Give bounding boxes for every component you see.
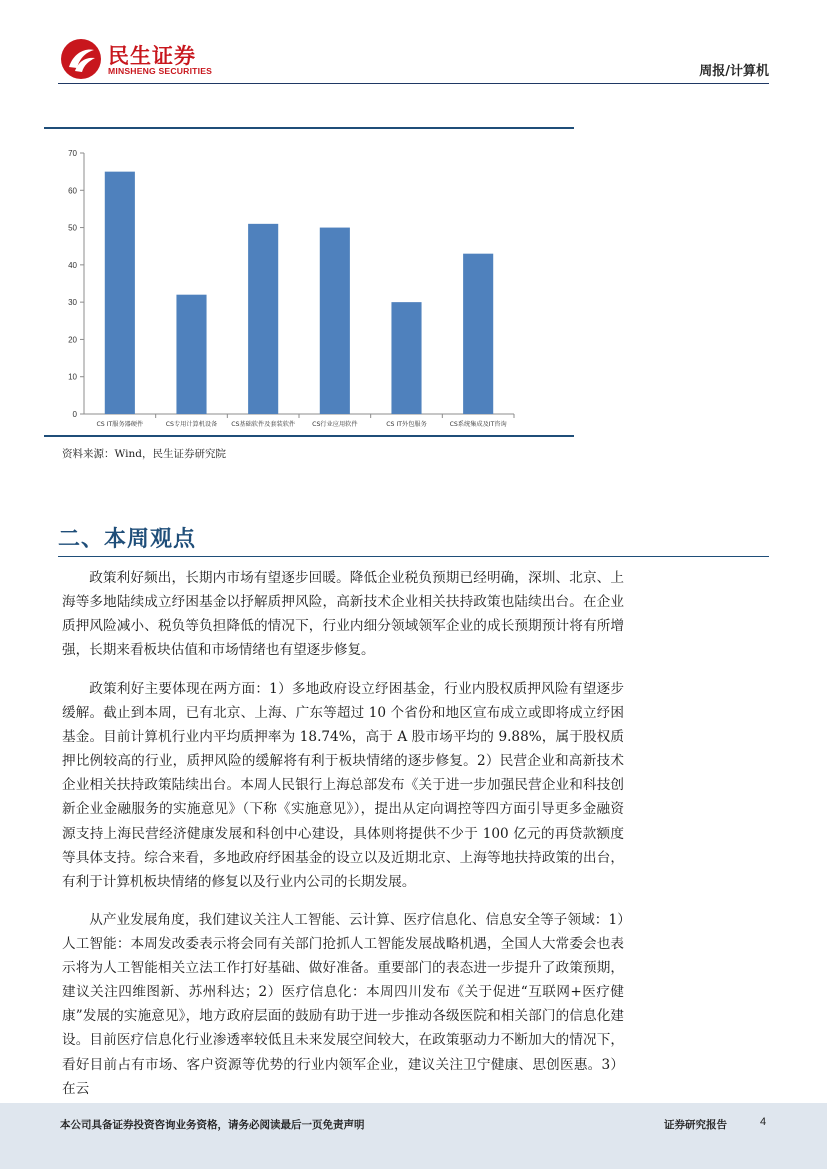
paragraph-3: 从产业发展角度，我们建议关注人工智能、云计算、医疗信息化、信息安全等子领域：1）人工智能：本周发改委表示将会同有关部门抢抓人工智能发展战略机遇，全国人大常委会也表示将为人工智能相关立法工作打好基础、做好准备。重要部门的表态进一步提升了政策预期，建议关注四维图新、苏州科达；2）医疗信息化：本周四川发布《关于促进“互联网+医疗健康”发展的实施意见》，地方政府层面的鼓励有助于进一步推动各级医院和相关部门的信息化建设。目前医疗信息化行业渗透率较低且未来发展空间较大，在政策驱动力不断加大的情况下，看好目前占有市场、客户资源等优势的行业内领军企业，建议关注卫宁健康、思创医惠。3）在云 (62, 912, 624, 1097)
y-tick-label: 70 (68, 149, 77, 158)
x-tick-label: CS系统集成及IT咨询 (449, 421, 507, 428)
paragraph-2: 政策利好主要体现在两方面：1）多地政府设立纾困基金，行业内股权质押风险有望逐步缓解。截止到本周，已有北京、上海、广东等超过 10 个省份和地区宣布成立或即将成立纾困基金。目前计算机行业内平均质押率为 18.74%，高于 A 股市场平均的 9.88%，属于股权质押比例较高的行业，质押风险的缓解将有利于板块情绪的逐步修复。2）民营企业和高新技术企业相关扶持政策陆续出台。本周人民银行上海总部发布《关于进一步加强民营企业和科技创新企业金融服务的实施意见》（下称《实施意见》），提出从定向调控等四方面引导更多金融资源支持上海民营经济健康发展和科创中心建设，具体则将提供不少于 100 亿元的再贷款额度等具体支持。综合来看，多地政府纾困基金的设立以及近期北京、上海等地扶持政策的出台，有利于计算机板块情绪的修复以及行业内公司的长期发展。 (62, 681, 624, 890)
x-tick-label: CS行业应用软件 (312, 421, 358, 428)
y-tick-label: 30 (68, 298, 77, 308)
logo-english-name: MINSHENG SECURITIES (108, 66, 213, 76)
report-category: 周报/计算机 (699, 64, 769, 79)
minsheng-logo-icon (60, 38, 102, 80)
footer-report-type: 证券研究报告 (664, 1119, 727, 1131)
bar (320, 228, 350, 414)
y-tick-label: 10 (68, 372, 77, 382)
bar-chart (44, 140, 574, 432)
x-tick-label: CS IT服务器硬件 (96, 421, 144, 428)
y-tick-label: 20 (68, 335, 77, 345)
bar (463, 254, 493, 414)
bar (391, 302, 421, 414)
x-tick-label: CS基础软件及套装软件 (231, 421, 296, 428)
y-tick-label: 40 (68, 260, 77, 270)
bar (105, 172, 135, 414)
footer-disclaimer: 本公司具备证券投资咨询业务资格，请务必阅读最后一页免责声明 (60, 1119, 365, 1131)
y-tick-label: 50 (68, 223, 77, 233)
section-divider (58, 556, 769, 557)
company-logo (60, 38, 213, 80)
y-tick-label: 0 (72, 410, 77, 419)
chart-bottom-border (44, 435, 574, 437)
chart-source-note: 资料来源：Wind，民生证券研究院 (62, 448, 226, 460)
paragraph-1: 政策利好频出，长期内市场有望逐步回暖。降低企业税负预期已经明确，深圳、北京、上海等多地陆续成立纾困基金以抒解质押风险，高新技术企业相关扶持政策也陆续出台。在企业质押风险减小、税负等负担降低的情况下，行业内细分领域领军企业的成长预期预计将有所增强，长期来看板块估值和市场情绪也有望逐步修复。 (62, 570, 624, 659)
bar (248, 224, 278, 414)
page-footer (0, 1103, 827, 1169)
y-tick-label: 60 (68, 186, 77, 196)
section-title: 二、本周观点 (58, 527, 197, 552)
header-divider (58, 83, 769, 84)
x-tick-label: CS IT外包服务 (386, 421, 427, 428)
logo-chinese-name: 民生证券 (108, 44, 196, 68)
bar (176, 295, 206, 414)
chart-top-border (44, 127, 574, 129)
page-number: 4 (760, 1116, 767, 1128)
x-tick-label: CS专用计算机设备 (165, 421, 218, 428)
